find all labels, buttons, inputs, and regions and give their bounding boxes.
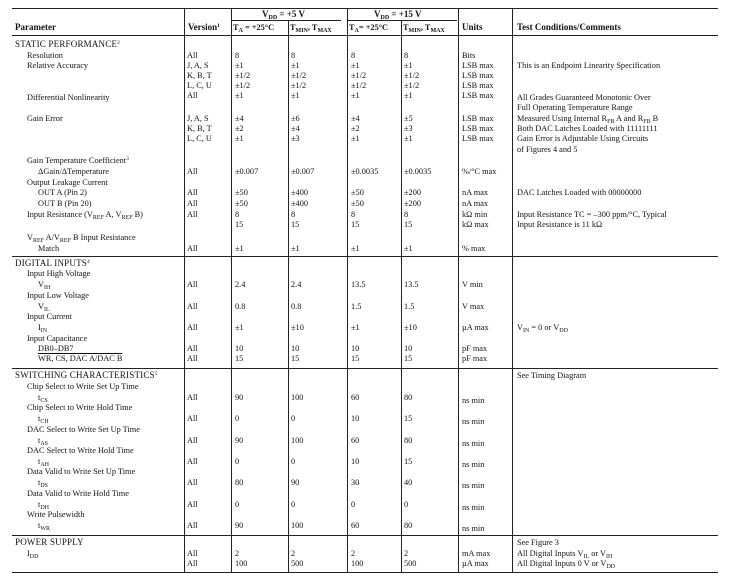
section-switching: SWITCHING CHARACTERISTICS$^5$ [15, 370, 158, 380]
header-parameter: Parameter [15, 22, 56, 32]
unit: LSB max [462, 81, 494, 90]
param-dnl: Differential Nonlinearity [27, 93, 110, 102]
value: 2.4 [291, 280, 302, 289]
value: 0.8 [291, 302, 302, 311]
value: ±1/2 [235, 81, 251, 90]
param-tah-label: DAC Select to Write Hold Time [27, 446, 134, 455]
rule-power [12, 535, 718, 536]
param-match: Match [38, 244, 60, 253]
rule-vdd15-under [347, 20, 457, 21]
value: 10 [351, 414, 360, 423]
version: K, B, T [187, 124, 212, 133]
value: 2 [291, 549, 296, 558]
value: 10 [404, 344, 413, 353]
rule-vdd5-under [231, 20, 341, 21]
value: ±3 [404, 124, 413, 133]
value: 15 [291, 354, 300, 363]
value: 10 [351, 457, 360, 466]
value: ±50 [351, 188, 364, 197]
header-ta25-5v: $T_A = +25^\circ C$ [233, 23, 275, 34]
value: 1.5 [404, 302, 415, 311]
version: All [187, 354, 198, 363]
value: 0 [291, 500, 296, 509]
value: ±1 [404, 91, 413, 100]
value: ±5 [404, 114, 413, 123]
value: ±1 [351, 61, 360, 70]
unit: V min [462, 280, 483, 289]
col-divider-2 [231, 8, 232, 573]
param-twr: $t_{WR}$ [38, 521, 50, 532]
test-monotonic: Full Operating Temperature Range [517, 103, 633, 112]
value: 80 [404, 436, 413, 445]
param-tdh-label: Data Valid to Write Hold Time [27, 489, 129, 498]
test-leakage: DAC Latches Loaded with 00000000 [517, 188, 642, 197]
header-ta25-15v: $T_A= +25^\circ C$ [349, 23, 389, 34]
param-gain-error: Gain Error [27, 114, 63, 123]
param-vih-label: Input High Voltage [27, 269, 91, 278]
value: ±1 [404, 61, 413, 70]
version-all: All [187, 51, 198, 60]
unit: LSB max [462, 71, 494, 80]
version: All [187, 500, 198, 509]
param-tch: $t_{CH}$ [38, 414, 49, 425]
value: 10 [235, 344, 244, 353]
value: ±50 [235, 188, 248, 197]
unit: LSB max [462, 124, 494, 133]
col-divider-1 [184, 8, 185, 573]
param-tcs: $t_{CS}$ [38, 393, 48, 404]
unit: ns min [462, 460, 485, 469]
value: ±1 [235, 323, 244, 332]
param-tch-label: Chip Select to Write Hold Time [27, 403, 133, 412]
value: 40 [404, 478, 413, 487]
version: All [187, 323, 198, 332]
param-gain-temp: Gain Temperature Coefficient$^3$ [27, 156, 129, 165]
version: All [187, 188, 198, 197]
col-divider-7 [512, 8, 513, 573]
value: 13.5 [404, 280, 419, 289]
test-rin: Input Resistance is 11 kΩ [517, 220, 603, 229]
value: 8 [291, 51, 296, 60]
version: All [187, 199, 198, 208]
param-db: DB0–DB7 [38, 344, 74, 353]
value: ±1 [291, 61, 300, 70]
header-vdd15: $V_{DD} = +15$ V [374, 9, 422, 21]
test-vin: $V_{IN} = 0$ or $V_{DD}$ [517, 323, 568, 334]
value: 1.5 [351, 302, 362, 311]
rule-header-bottom [12, 35, 718, 36]
value: ±1 [351, 323, 360, 332]
value: 15 [235, 354, 244, 363]
value: ±4 [291, 124, 300, 133]
unit: ns min [462, 439, 485, 448]
value: 0.8 [235, 302, 246, 311]
value: ±0.0035 [404, 167, 432, 176]
test-rin: Input Resistance TC = –300 ppm/°C, Typical [517, 210, 667, 219]
value: ±400 [291, 188, 308, 197]
section-power: POWER SUPPLY [15, 537, 84, 547]
header-units: Units [462, 22, 483, 32]
test-monotonic: All Grades Guaranteed Monotonic Over [517, 93, 651, 102]
param-tas-label: DAC Select to Write Set Up Time [27, 425, 140, 434]
unit: ns min [462, 524, 485, 533]
param-tcs-label: Chip Select to Write Set Up Time [27, 382, 139, 391]
value: 60 [351, 521, 360, 530]
value: 0 [404, 500, 409, 509]
unit: µA max [462, 323, 489, 332]
value: 0 [235, 500, 240, 509]
unit: kΩ max [462, 220, 489, 229]
version: J, A, S [187, 114, 209, 123]
value: ±4 [351, 114, 360, 123]
param-vref-match: $V_{REF}$ $A/V_{REF}$ B Input Resistance [27, 233, 136, 244]
version: L, C, U [187, 134, 212, 143]
version: All [187, 549, 198, 558]
header-vdd5: $V_{DD} = +5$ V [262, 9, 306, 21]
unit: µA max [462, 559, 489, 568]
value: 8 [351, 51, 356, 60]
unit: LSB max [462, 91, 494, 100]
unit: nA max [462, 199, 489, 208]
value: 100 [351, 559, 364, 568]
value: ±400 [291, 199, 308, 208]
unit: Bits [462, 51, 476, 60]
value: 13.5 [351, 280, 366, 289]
value: ±4 [235, 114, 244, 123]
value: 80 [404, 521, 413, 530]
unit: nA max [462, 188, 489, 197]
value: 8 [404, 210, 409, 219]
value: ±0.0035 [351, 167, 379, 176]
unit: ns min [462, 417, 485, 426]
unit: mA max [462, 549, 491, 558]
test-gain: Gain Error is Adjustable Using Circuits [517, 134, 649, 143]
param-tas: $t_{AS}$ [38, 436, 48, 447]
value: 0 [291, 457, 296, 466]
value: ±1 [351, 244, 360, 253]
value: 8 [235, 51, 240, 60]
value: 100 [291, 393, 304, 402]
version: K, B, T [187, 71, 212, 80]
param-idd: $I_{DD}$ [27, 549, 39, 560]
value: ±50 [351, 199, 364, 208]
test-power: All Digital Inputs $V_{IL}$ or $V_{IH}$ [517, 549, 613, 560]
value: ±1/2 [404, 81, 420, 90]
value: 60 [351, 436, 360, 445]
value: ±200 [404, 199, 421, 208]
value: 500 [404, 559, 417, 568]
version: All [187, 244, 198, 253]
value: 0 [235, 457, 240, 466]
value: 15 [404, 220, 413, 229]
value: ±1/2 [291, 81, 307, 90]
col-divider-4 [347, 8, 348, 573]
param-resolution: Resolution [27, 51, 63, 60]
value: ±10 [291, 323, 304, 332]
unit: ns min [462, 503, 485, 512]
value: ±50 [235, 199, 248, 208]
value: ±1 [235, 91, 244, 100]
param-tah: $t_{AH}$ [38, 457, 49, 468]
value: 2 [351, 549, 356, 558]
param-input-resistance: Input Resistance ($V_{REF}$ A, $V_{REF}$ B) [27, 210, 143, 221]
value: 100 [291, 436, 304, 445]
value: 2 [235, 549, 240, 558]
header-tminmax-15v: $T_{MIN}$, $T_{MAX}$ [403, 23, 445, 34]
param-tds: $t_{DS}$ [38, 478, 48, 489]
value: 8 [404, 51, 409, 60]
value: 90 [235, 393, 244, 402]
value: ±1 [404, 134, 413, 143]
version: All [187, 559, 198, 568]
value: ±6 [291, 114, 300, 123]
value: 90 [235, 436, 244, 445]
value: ±1 [351, 134, 360, 143]
test-power: All Digital Inputs 0 V or $V_{DD}$ [517, 559, 616, 570]
param-twr-label: Write Pulsewidth [27, 510, 85, 519]
unit: ns min [462, 396, 485, 405]
value: 15 [291, 220, 300, 229]
version: All [187, 167, 198, 176]
unit: %/°C max [462, 167, 497, 176]
rule-bottom [12, 572, 718, 573]
value: ±0.007 [235, 167, 259, 176]
value: ±1 [291, 91, 300, 100]
value: ±1/2 [235, 71, 251, 80]
value: ±1 [291, 244, 300, 253]
unit: LSB max [462, 114, 494, 123]
unit: pF max [462, 354, 488, 363]
value: 15 [351, 354, 360, 363]
value: 15 [404, 414, 413, 423]
col-divider-3 [288, 21, 289, 573]
version: L, C, U [187, 81, 212, 90]
value: ±2 [235, 124, 244, 133]
param-gain-temp-sub: ΔGain/ΔTemperature [38, 167, 109, 176]
value: 100 [291, 521, 304, 530]
value: ±1/2 [404, 71, 420, 80]
value: ±1/2 [351, 71, 367, 80]
rule-top [12, 8, 718, 9]
param-tds-label: Data Valid to Write Set Up Time [27, 467, 136, 476]
value: 0 [351, 500, 356, 509]
param-leakage: Output Leakage Current [27, 178, 108, 187]
param-tdh: $t_{DH}$ [38, 500, 49, 511]
version: All [187, 91, 198, 100]
value: 80 [235, 478, 244, 487]
version: All [187, 344, 198, 353]
version: All [187, 393, 198, 402]
value: ±1/2 [351, 81, 367, 90]
value: 90 [291, 478, 300, 487]
param-relative-accuracy: Relative Accuracy [27, 61, 89, 70]
value: 15 [351, 220, 360, 229]
param-vih: $V_{IH}$ [38, 280, 51, 291]
value: ±1 [235, 61, 244, 70]
param-wr: WR, CS, DAC A/DAC B [38, 354, 123, 363]
value: 100 [235, 559, 248, 568]
value: 15 [404, 457, 413, 466]
value: ±200 [404, 188, 421, 197]
unit: ns min [462, 481, 485, 490]
param-iin: $I_{IN}$ [38, 323, 48, 334]
value: 2.4 [235, 280, 246, 289]
section-digital: DIGITAL INPUTS$^4$ [15, 258, 90, 268]
param-iin-label: Input Current [27, 312, 72, 321]
value: 500 [291, 559, 304, 568]
value: 90 [235, 521, 244, 530]
value: 30 [351, 478, 360, 487]
unit: LSB max [462, 134, 494, 143]
param-outa: OUT A (Pin 2) [38, 188, 87, 197]
value: ±2 [351, 124, 360, 133]
value: ±1 [235, 244, 244, 253]
section-static: STATIC PERFORMANCE$^2$ [15, 39, 121, 49]
value: 10 [291, 344, 300, 353]
version: All [187, 302, 198, 311]
unit: LSB max [462, 61, 494, 70]
value: 0 [235, 414, 240, 423]
param-vil: $V_{IL}$ [38, 302, 50, 313]
version: All [187, 478, 198, 487]
rule-switching [12, 368, 718, 369]
value: 2 [404, 549, 409, 558]
value: 60 [351, 393, 360, 402]
version: All [187, 280, 198, 289]
col-divider-5 [401, 21, 402, 573]
value: 8 [291, 210, 296, 219]
unit: pF max [462, 344, 488, 353]
test-gain: of Figures 4 and 5 [517, 145, 578, 154]
unit: % max [462, 244, 486, 253]
value: ±1 [404, 244, 413, 253]
test-gain: Measured Using Internal $R_{FB}$ A and $R_{FB}$ B [517, 114, 659, 125]
param-outb: OUT B (Pin 20) [38, 199, 92, 208]
version: J, A, S [187, 61, 209, 70]
version: All [187, 210, 198, 219]
value: 15 [404, 354, 413, 363]
header-version: Version$^1$ [188, 22, 220, 32]
test-timing: See Timing Diagram [517, 371, 587, 380]
param-cin-label: Input Capacitance [27, 334, 88, 343]
value: ±1/2 [291, 71, 307, 80]
version: All [187, 457, 198, 466]
param-vil-label: Input Low Voltage [27, 291, 89, 300]
value: ±3 [291, 134, 300, 143]
value: ±1 [235, 134, 244, 143]
value: ±1 [351, 91, 360, 100]
version: All [187, 521, 198, 530]
value: 8 [235, 210, 240, 219]
test-endpoint: This is an Endpoint Linearity Specification [517, 61, 661, 70]
header-test-conditions: Test Conditions/Comments [517, 22, 621, 32]
version: All [187, 414, 198, 423]
value: ±10 [404, 323, 417, 332]
rule-digital [12, 256, 718, 257]
value: 8 [351, 210, 356, 219]
unit: kΩ min [462, 210, 488, 219]
col-divider-6 [458, 8, 459, 573]
value: ±0.007 [291, 167, 315, 176]
test-fig3: See Figure 3 [517, 538, 559, 547]
header-tminmax-5v: $T_{MIN}$, $T_{MAX}$ [290, 23, 332, 34]
value: 0 [291, 414, 296, 423]
unit: V max [462, 302, 485, 311]
value: 10 [351, 344, 360, 353]
version: All [187, 436, 198, 445]
value: 80 [404, 393, 413, 402]
value: 15 [235, 220, 244, 229]
test-gain: Both DAC Latches Loaded with 11111111 [517, 124, 658, 133]
